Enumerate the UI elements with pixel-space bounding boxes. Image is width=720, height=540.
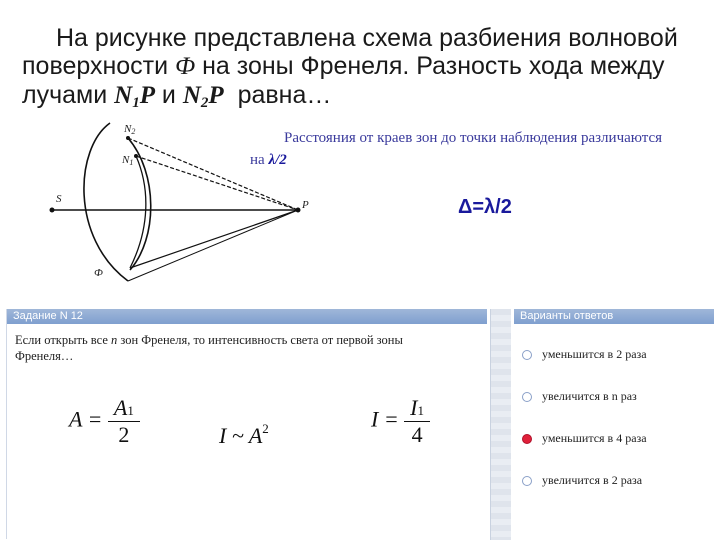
point-s bbox=[50, 208, 55, 213]
answers-header: Варианты ответов bbox=[514, 309, 714, 324]
formula-intensity-prop: I ~ $A^2$ bbox=[219, 421, 269, 448]
ray-lower2-p bbox=[128, 210, 298, 281]
point-n2 bbox=[126, 136, 130, 140]
radio-icon[interactable] bbox=[522, 392, 532, 402]
answer-option-1[interactable]: уменьшится в 2 раза bbox=[522, 347, 647, 362]
label-p: P bbox=[302, 199, 309, 211]
title-n2-sub: 2 bbox=[200, 94, 209, 111]
answers-panel bbox=[514, 309, 714, 539]
formula-amplitude: A = $\frac{A1}{2}$ bbox=[69, 395, 140, 448]
radio-icon[interactable] bbox=[522, 350, 532, 360]
label-n1: N1 bbox=[122, 154, 134, 167]
slide-title bbox=[22, 24, 702, 117]
title-n1-sub: 1 bbox=[132, 94, 140, 111]
delta-answer: Δ=λ/2 bbox=[458, 196, 512, 218]
label-phi: Ф bbox=[94, 267, 103, 279]
title-n2: N bbox=[182, 82, 201, 109]
label-n2: N2 bbox=[124, 123, 136, 136]
title-n1: N bbox=[114, 82, 133, 109]
answer-option-3[interactable]: уменьшится в 4 раза bbox=[522, 431, 647, 446]
task-panel bbox=[6, 309, 487, 539]
panel-divider bbox=[490, 309, 511, 540]
radio-selected-icon[interactable] bbox=[522, 434, 532, 444]
title-end: равна… bbox=[237, 81, 332, 109]
title-and: и bbox=[154, 81, 183, 109]
title-text-2: на зоны Френеля. Разность хода между лучами bbox=[22, 52, 665, 109]
radio-icon[interactable] bbox=[522, 476, 532, 486]
title-text-1: На рисунке представлена схема разбиения волновой поверхности bbox=[22, 24, 678, 80]
title-phi: Ф bbox=[175, 53, 196, 80]
point-n1 bbox=[134, 154, 138, 158]
zone-arc-inner bbox=[130, 156, 146, 268]
formula-intensity: I = $\frac{I1}{4}$ bbox=[371, 395, 430, 448]
task-question: Если открыть все n зон Френеля, то интенсивность света от первой зоны Френеля… bbox=[15, 333, 403, 363]
note-text: Расстояния от краев зон до точки наблюдения различаются на bbox=[250, 130, 663, 168]
task-header: Задание N 12 bbox=[7, 309, 487, 324]
note-value: λ/2 bbox=[268, 152, 287, 168]
label-s: S bbox=[56, 193, 62, 205]
title-p2: P bbox=[208, 82, 224, 109]
title-p1: P bbox=[139, 82, 155, 109]
ray-lower-p bbox=[130, 210, 298, 268]
explanation-note bbox=[250, 127, 680, 171]
answer-option-2[interactable]: увеличится в n раз bbox=[522, 389, 637, 404]
answer-option-4[interactable]: увеличится в 2 раза bbox=[522, 473, 642, 488]
wave-surface-arc bbox=[84, 123, 128, 281]
